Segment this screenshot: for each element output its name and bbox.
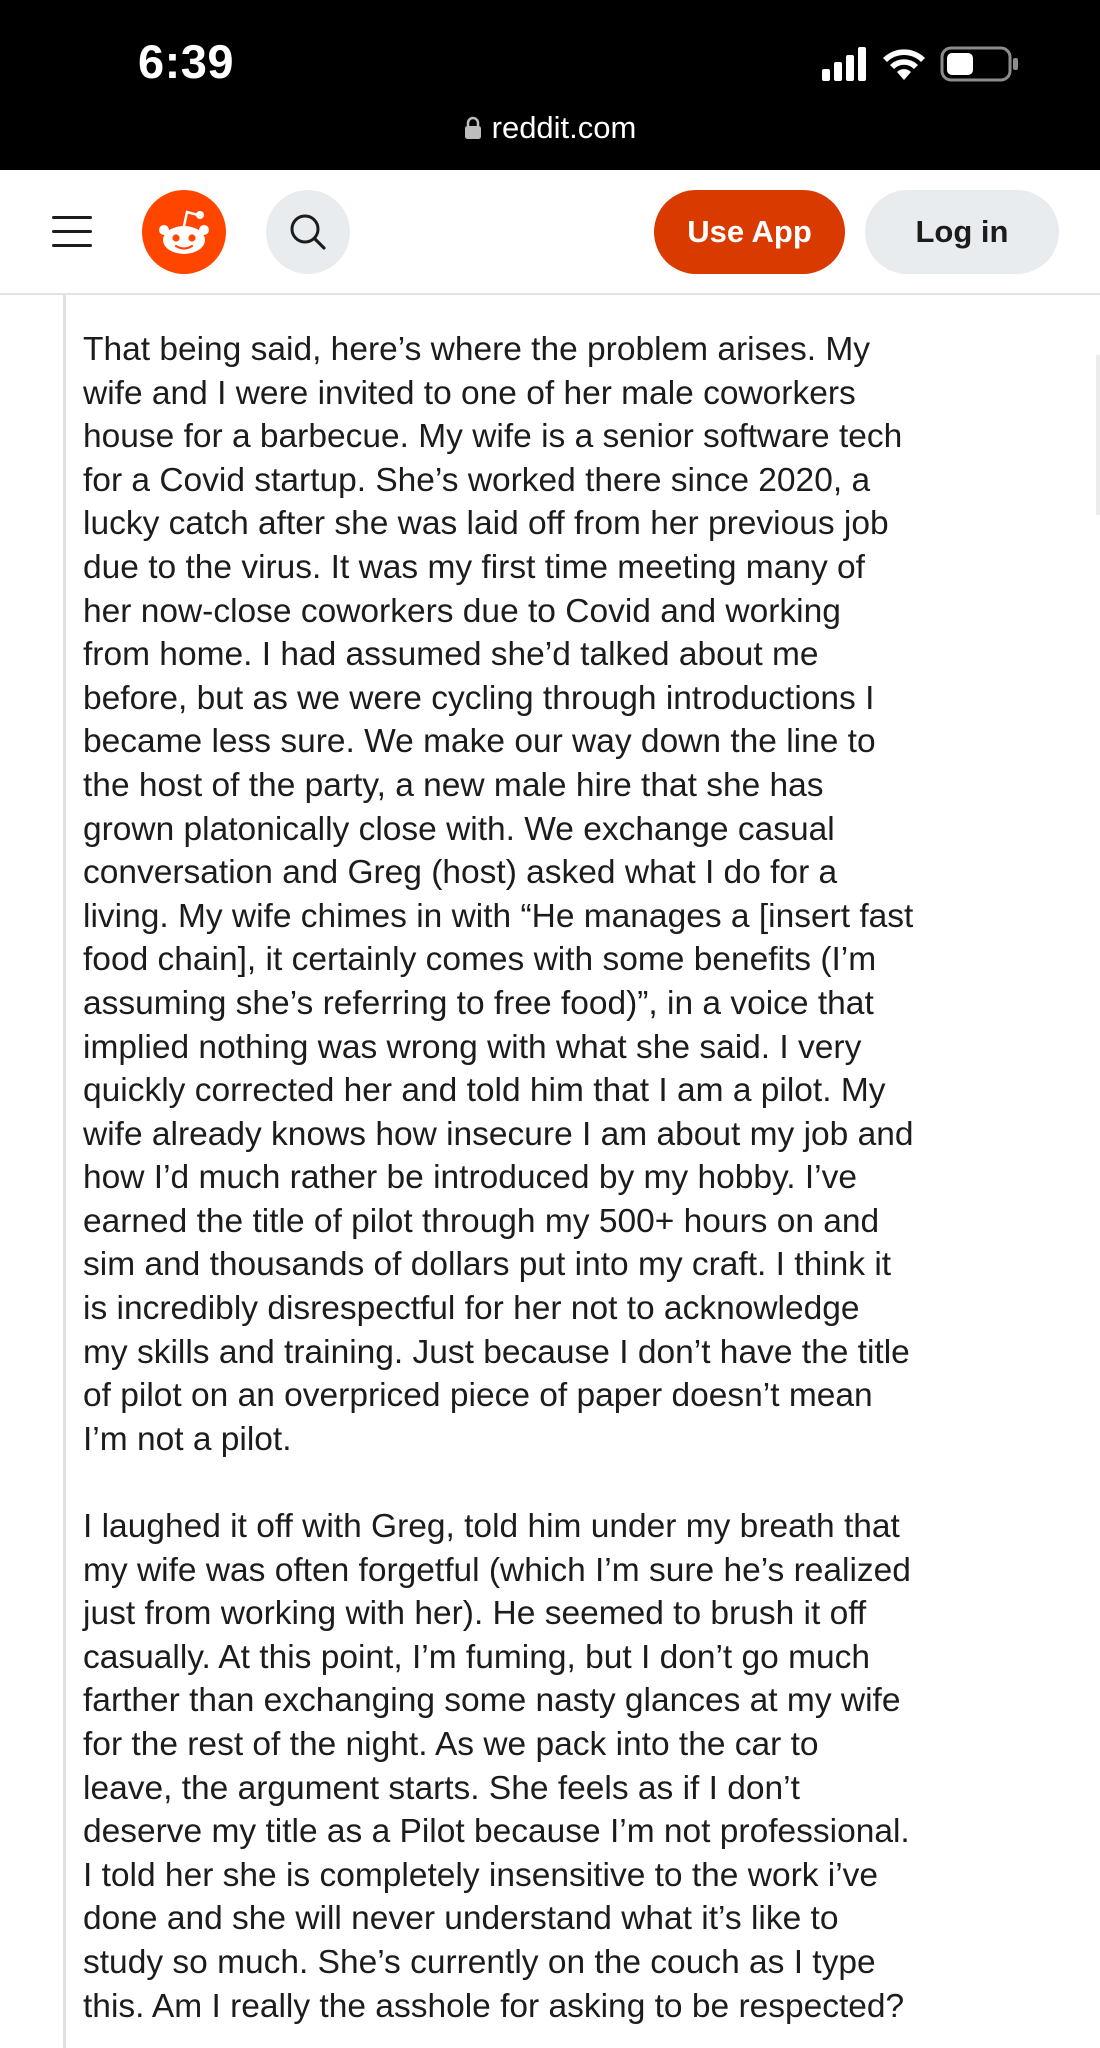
search-button[interactable] <box>266 190 350 274</box>
post-line: living. My wife chimes in with “He manages a [insert fast <box>83 897 914 935</box>
status-bar <box>0 0 1100 170</box>
login-button[interactable]: Log in <box>865 190 1059 274</box>
battery-icon <box>940 46 1020 82</box>
post-line: lucky catch after she was laid off from her previous job <box>83 505 889 543</box>
post-line: her now-close coworkers due to Covid and working <box>83 592 841 630</box>
top-nav <box>0 170 1100 295</box>
reddit-logo[interactable] <box>142 190 226 274</box>
post-line: from home. I had assumed she’d talked about me <box>83 636 819 674</box>
post-paragraph-2 <box>83 1505 1083 2028</box>
post-line: conversation and Greg (host) asked what I do for a <box>83 854 838 892</box>
search-icon <box>266 190 350 274</box>
post-line: wife and I were invited to one of her male coworkers <box>83 374 856 412</box>
post-line: I laughed it off with Greg, told him under my breath that <box>83 1508 900 1546</box>
comment-thread-line <box>63 295 66 2048</box>
url-bar[interactable] <box>0 106 1100 150</box>
post-line: farther than exchanging some nasty glances at my wife <box>83 1682 901 1720</box>
post-line: grown platonically close with. We exchange casual <box>83 810 835 848</box>
post-line: house for a barbecue. My wife is a senior software tech <box>83 418 903 456</box>
post-line: implied nothing was wrong with what she said. I very <box>83 1028 862 1066</box>
post-line: quickly corrected her and told him that I am a pilot. My <box>83 1072 886 1110</box>
post-line: just from working with her). He seemed to brush it off <box>83 1595 867 1633</box>
post-line: sim and thousands of dollars put into my craft. I think it <box>83 1246 892 1284</box>
post-line: casually. At this point, I’m fuming, but I don’t go much <box>83 1638 871 1676</box>
post-paragraph-1 <box>83 328 1083 1461</box>
use-app-button[interactable]: Use App <box>654 190 845 274</box>
post-line: earned the title of pilot through my 500+ hours on and <box>83 1202 880 1240</box>
status-time: 6:39 <box>138 35 235 88</box>
paragraph-spacer <box>83 1461 1083 1505</box>
cellular-signal-icon <box>822 47 868 81</box>
post-line: I’m not a pilot. <box>83 1420 292 1458</box>
post-line: before, but as we were cycling through introductions I <box>83 679 875 717</box>
post-line: That being said, here’s where the problem arises. My <box>83 331 871 368</box>
post-line: food chain], it certainly comes with some benefits (I’m <box>83 941 877 979</box>
post-line: deserve my title as a Pilot because I’m not professional. <box>83 1813 910 1851</box>
post-line: my wife was often forgetful (which I’m sure he’s realized <box>83 1551 911 1589</box>
post-line: due to the virus. It was my first time meeting many of <box>83 548 865 586</box>
url-text: reddit.com <box>491 110 637 145</box>
post-line: leave, the argument starts. She feels as if I don’t <box>83 1769 800 1807</box>
lock-icon <box>464 116 482 140</box>
post-line: for the rest of the night. As we pack into the car to <box>83 1726 819 1763</box>
post-line: is incredibly disrespectful for her not to acknowledge <box>83 1290 860 1328</box>
hamburger-menu-icon[interactable] <box>52 216 92 248</box>
post-line: my skills and training. Just because I don’t have the title <box>83 1333 910 1371</box>
post-line: study so much. She’s currently on the couch as I type <box>83 1943 876 1981</box>
post-line: this. Am I really the asshole for asking to be respected? <box>83 1987 905 2025</box>
post-line: the host of the party, a new male hire that she has <box>83 766 824 804</box>
wifi-icon <box>882 47 926 81</box>
reddit-snoo-icon <box>142 190 226 274</box>
post-line: done and she will never understand what it’s like to <box>83 1900 839 1938</box>
post-body <box>83 328 1083 2028</box>
post-line: assuming she’s referring to free food)”, in a voice that <box>83 984 874 1022</box>
scrollbar[interactable] <box>1096 355 1100 515</box>
post-line: I told her she is completely insensitive to the work i’ve <box>83 1856 879 1894</box>
post-line: how I’d much rather be introduced by my hobby. I’ve <box>83 1159 858 1197</box>
post-line: wife already knows how insecure I am about my job and <box>83 1115 914 1153</box>
status-icons <box>822 44 1020 84</box>
post-line: of pilot on an overpriced piece of paper doesn’t mean <box>83 1377 873 1415</box>
post-line: for a Covid startup. She’s worked there since 2020, a <box>83 461 871 499</box>
post-line: became less sure. We make our way down the line to <box>83 723 876 761</box>
